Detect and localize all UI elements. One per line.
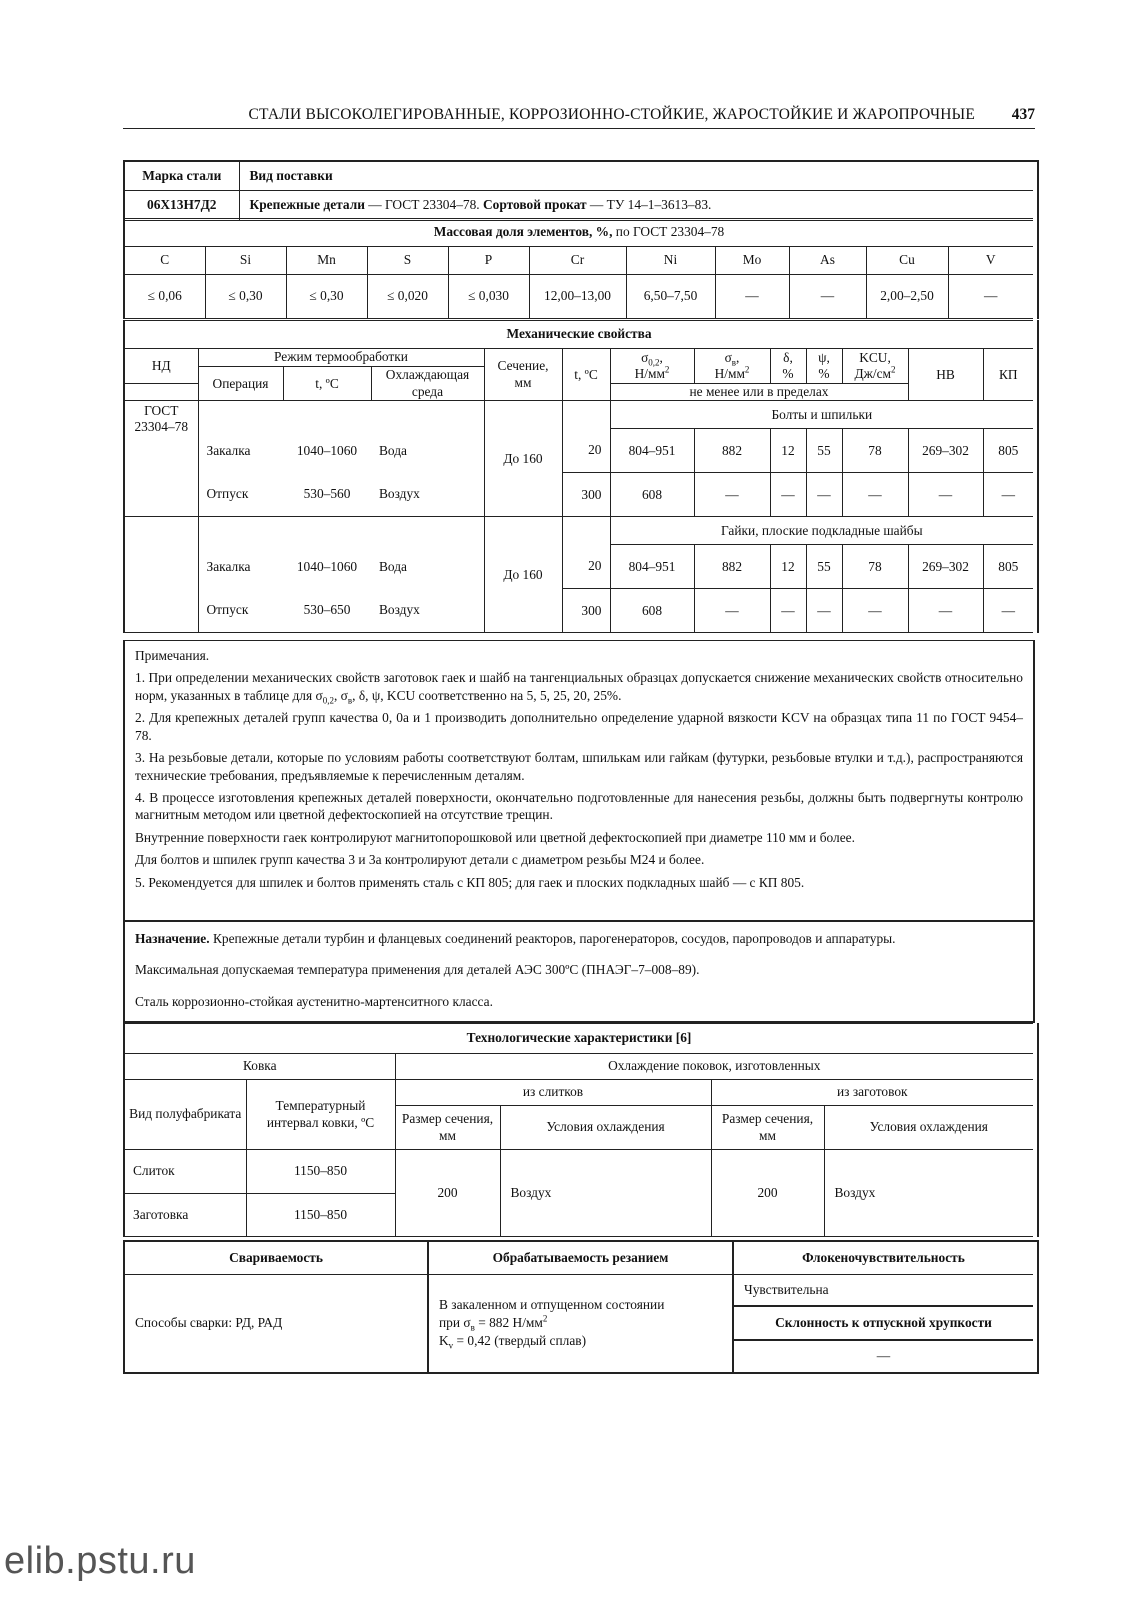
mechanical-title: Механические свойства — [125, 321, 1033, 349]
element-cu: Cu — [866, 247, 948, 275]
value-mn: ≤ 0,30 — [286, 275, 367, 319]
forging-header: Ковка — [125, 1054, 395, 1080]
ingot-cond-header: Условия охлаждения — [500, 1106, 711, 1150]
composition-elements-row — [125, 247, 1033, 275]
value-ni: 6,50–7,50 — [626, 275, 715, 319]
value-as: — — [789, 275, 866, 319]
col-kp: КП — [983, 349, 1033, 401]
table-row: Закалка 1040–1060 Вода 20 804–951 882 12 55 78 269–302 805 — [125, 545, 1033, 589]
section-group-2: До 160 — [484, 517, 562, 633]
running-title: СТАЛИ ВЫСОКОЛЕГИРОВАННЫЕ, КОРРОЗИОННО-СТОЙКИЕ, ЖАРОСТОЙКИЕ И ЖАРОПРОЧНЫЕ — [248, 106, 975, 123]
note-3: 3. На резьбовые детали, которые по условиям работы соответствуют болтам, шпилькам или гайкам (футурки, резьбовые втулки и т.д.), распространяются технические требования, предъявляемые к перечисленным деталям. — [135, 750, 1023, 783]
col-operation: Операция — [198, 367, 283, 401]
temper-header: Склонность к отпускной хрупкости — [733, 1306, 1033, 1340]
composition-values-row — [125, 275, 1033, 319]
col-delta: δ, % — [770, 349, 806, 384]
element-mn: Mn — [286, 247, 367, 275]
purpose-2: Максимальная допускаемая температура применения для деталей АЭС 300ºС (ПНАЭГ–7–008–89). — [135, 962, 700, 978]
element-mo: Mo — [715, 247, 789, 275]
purpose-3: Сталь коррозионно-стойкая аустенитно-мартенситного класса. — [135, 993, 493, 1009]
supply-label: Вид поставки — [239, 162, 1033, 190]
composition-title: Массовая доля элементов, %, по ГОСТ 23304–78 — [125, 219, 1033, 247]
element-c: C — [125, 247, 205, 275]
element-as: As — [789, 247, 866, 275]
note-1: 1. При определении механических свойств заготовок гаек и шайб на тангенциальных образцах допускается снижение механических свойств относительно норм, указанных в таблице для $\sigma_{0,2}$, $\sigma_в$, δ, ψ, KCU соответственно на 5, 5, 25, 20, 25%. — [135, 670, 1023, 706]
temper-value: — — [733, 1340, 1033, 1372]
group-2-title: Гайки, плоские подкладные шайбы — [610, 517, 1033, 545]
flake-header: Флокеночувствительность — [733, 1242, 1033, 1274]
col-sigma02: $\sigma_{0,2}$, $Н/мм^2$ — [610, 349, 694, 384]
tech-block — [123, 1023, 1039, 1237]
from-ingots-header: из слитков — [395, 1080, 711, 1106]
properties-block — [123, 1240, 1039, 1374]
value-s: ≤ 0,020 — [367, 275, 448, 319]
table-row: Отпуск 530–560 Воздух 300 608 — — — — — — — [125, 473, 1033, 517]
value-cu: 2,00–2,50 — [866, 275, 948, 319]
col-temp: t, ºС — [283, 367, 371, 401]
element-v: V — [948, 247, 1033, 275]
supply-value: Крепежные детали — ГОСТ 23304–78. Сортовой прокат — ТУ 14–1–3613–83. — [239, 190, 1033, 220]
ingot-cond: Воздух — [500, 1150, 711, 1237]
ingot-size-header: Размер сечения, мм — [395, 1106, 500, 1150]
grade-label: Марка стали — [125, 162, 239, 190]
purpose-block — [123, 922, 1035, 1023]
value-c: ≤ 0,06 — [125, 275, 205, 319]
table-row: Отпуск 530–650 Воздух 300 608 — — — — — — — [125, 589, 1033, 633]
mechanical-block — [123, 320, 1039, 633]
temp-range-header: Температурный интервал ковки, ºС — [246, 1080, 395, 1150]
note-4b: Для болтов и шпилек групп качества 3 и 3а контролируют детали с диаметром резьбы М24 и более. — [135, 852, 705, 868]
weldability-header: Свариваемость — [125, 1242, 428, 1274]
grade-value: 06Х13Н7Д2 — [125, 190, 239, 220]
billet-size-header: Размер сечения, мм — [711, 1106, 824, 1150]
col-medium: Охлаждающая среда — [371, 367, 484, 401]
value-si: ≤ 0,30 — [205, 275, 286, 319]
table-row: Закалка 1040–1060 Вода 20 804–951 882 12 55 78 269–302 805 — [125, 429, 1033, 473]
col-sigmab: $\sigma_в$, $Н/мм^2$ — [694, 349, 770, 384]
col-test-temp: t, ºС — [562, 349, 610, 401]
product-type-header: Вид полуфабриката — [125, 1080, 246, 1150]
notes-title: Примечания. — [135, 648, 210, 663]
running-header — [123, 104, 1035, 129]
col-psi: ψ, % — [806, 349, 842, 384]
col-kcu: KCU, $Дж/см^2$ — [842, 349, 908, 384]
flake-value: Чувствительна — [733, 1274, 1033, 1306]
purpose-1: Назначение. Крепежные детали турбин и фланцевых соединений реакторов, парогенераторов, сосудов, паропроводов и аппаратуры. — [135, 931, 896, 946]
note-4a: Внутренние поверхности гаек контролируют магнитопорошковой или цветной дефектоскопией при диаметре 110 мм и более. — [135, 829, 855, 845]
tech-title: Технологические характеристики [6] — [125, 1024, 1033, 1054]
element-cr: Cr — [529, 247, 626, 275]
element-si: Si — [205, 247, 286, 275]
ingot-size: 200 — [395, 1150, 500, 1237]
page-number: 437 — [1011, 106, 1035, 123]
table-row: Слиток 1150–850 200 Воздух 200 Воздух — [125, 1150, 1033, 1194]
value-p: ≤ 0,030 — [448, 275, 529, 319]
limit-note: не менее или в пределах — [610, 384, 908, 401]
group-1-title: Болты и шпильки — [610, 401, 1033, 429]
col-hb: НВ — [908, 349, 983, 401]
cooling-header: Охлаждение поковок, изготовленных — [395, 1054, 1033, 1080]
note-2: 2. Для крепежных деталей групп качества 0, 0а и 1 производить дополнительно определение ударной вязкости KCV на образцах типа 11 по ГОСТ 9454–78. — [135, 710, 1023, 743]
composition-block — [123, 218, 1039, 319]
element-p: P — [448, 247, 529, 275]
billet-size: 200 — [711, 1150, 824, 1237]
value-v: — — [948, 275, 1033, 319]
billet-cond-header: Условия охлаждения — [824, 1106, 1033, 1150]
element-ni: Ni — [626, 247, 715, 275]
billet-cond: Воздух — [824, 1150, 1033, 1237]
col-regime: Режим термообработки — [198, 349, 484, 367]
table-row: Заготовка 1150–850 — [125, 1194, 1033, 1237]
element-s: S — [367, 247, 448, 275]
note-5: 5. Рекомендуется для шпилек и болтов применять сталь с КП 805; для гаек и плоских подкладных шайб — с КП 805. — [135, 874, 805, 890]
notes-block — [123, 640, 1035, 922]
note-4: 4. В процессе изготовления крепежных деталей поверхности, окончательно подготовленные для нанесения резьбы, должны быть подвергнуты контролю магнитным методом или цветной дефектоскопией на отсутствие трещин. — [135, 789, 1023, 823]
section-group-1: До 160 — [484, 401, 562, 517]
from-billets-header: из заготовок — [711, 1080, 1033, 1106]
value-cr: 12,00–13,00 — [529, 275, 626, 319]
grade-block — [123, 160, 1039, 221]
watermark: elib.pstu.ru — [4, 1540, 196, 1582]
nd-value: ГОСТ 23304–78 — [125, 401, 198, 517]
weldability-value: Способы сварки: РД, РАД — [125, 1274, 428, 1372]
machinability-header: Обрабатываемость резанием — [428, 1242, 733, 1274]
col-section: Сечение, мм — [484, 349, 562, 401]
value-mo: — — [715, 275, 789, 319]
machinability-value: В закаленном и отпущенном состоянии при $\sigma_в = 882$ $Н/мм^2$ $K_v = 0,42$ (твердый сплав) — [428, 1274, 733, 1372]
col-nd: НД — [125, 349, 198, 384]
